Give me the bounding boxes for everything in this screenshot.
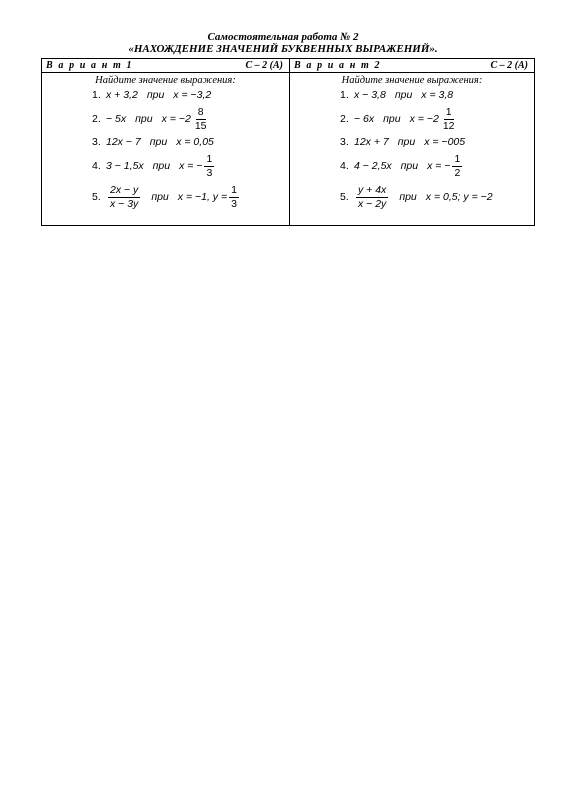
task-item — [340, 152, 464, 180]
variant-2-header — [294, 60, 528, 72]
worksheet-subtitle: «НАХОЖДЕНИЕ ЗНАЧЕНИЙ БУКВЕННЫХ ВЫРАЖЕНИЙ». — [128, 43, 438, 55]
task-number: 2. — [92, 113, 101, 125]
variant-2-column — [290, 59, 534, 225]
task-number: 4. — [92, 160, 101, 172]
task-value: x = −1, y = — [177, 191, 228, 203]
task-value: x = −005 — [424, 136, 466, 148]
task-number: 2. — [340, 113, 349, 125]
variants-table — [41, 58, 535, 226]
task-number: 3. — [92, 136, 101, 148]
task-item — [340, 182, 493, 212]
task-number: 5. — [340, 191, 349, 203]
variant-1-header — [46, 60, 283, 72]
task-pri: при — [146, 89, 165, 101]
task-number: 3. — [340, 136, 349, 148]
variant-1-code: С – 2 (А) — [245, 60, 283, 71]
task-expression: 4 − 2,5x — [354, 160, 392, 172]
fraction: $\frac{1}{12}$ — [442, 105, 455, 132]
task-pri: при — [152, 160, 171, 172]
task-pri: при — [399, 191, 417, 203]
expression-fraction: $\frac{y + 4x}{x - 2y}$ — [358, 183, 387, 210]
worksheet-title: Самостоятельная работа № 2 — [207, 31, 359, 43]
task-value: x = −3,2 — [173, 89, 212, 101]
task-expression: 12x − 7 — [106, 136, 141, 148]
task-value: x = −2 — [409, 113, 439, 125]
variant-2-instruction: Найдите значение выражения: — [341, 75, 483, 86]
task-item — [340, 105, 459, 133]
task-pri: при — [394, 89, 413, 101]
header-divider — [290, 72, 534, 73]
task-item — [92, 152, 216, 180]
task-value: x = 0,5; y = −2 — [425, 191, 493, 203]
task-pri: при — [400, 160, 419, 172]
variant-1-column — [42, 59, 290, 225]
task-value: x = −2 — [161, 113, 191, 125]
header-divider — [42, 72, 289, 73]
task-expression: x + 3,2 — [106, 89, 138, 101]
task-number: 1. — [340, 89, 349, 101]
task-pri: при — [397, 136, 416, 148]
task-number: 4. — [340, 160, 349, 172]
task-value: x = − — [427, 160, 451, 172]
task-expression: − 5x — [106, 113, 127, 125]
task-expression: 12x + 7 — [354, 136, 389, 148]
task-expression: 3 − 1,5x — [106, 160, 144, 172]
task-item — [92, 105, 211, 133]
variant-2-code: С – 2 (А) — [490, 60, 528, 71]
task-item — [340, 89, 453, 101]
task-pri: при — [383, 113, 401, 125]
task-value: x = − — [179, 160, 203, 172]
fraction: $\frac{8}{15}$ — [194, 105, 207, 132]
variant-1-instruction: Найдите значение выражения: — [95, 75, 236, 86]
task-item — [340, 136, 465, 148]
fraction: $\frac{1}{2}$ — [454, 152, 461, 179]
task-pri: при — [151, 191, 169, 203]
variant-1-label: В а р и а н т 1 — [46, 60, 134, 71]
task-item — [92, 89, 211, 101]
expression-fraction: $\frac{2x - y}{x - 3y}$ — [110, 183, 139, 210]
task-item — [92, 136, 214, 148]
task-number: 5. — [92, 191, 101, 203]
fraction: $\frac{1}{3}$ — [231, 183, 237, 210]
task-value: x = 3,8 — [421, 89, 454, 101]
task-number: 1. — [92, 89, 101, 101]
fraction: $\frac{1}{3}$ — [206, 152, 213, 179]
task-pri: при — [135, 113, 153, 125]
task-expression: x − 3,8 — [354, 89, 386, 101]
variant-2-label: В а р и а н т 2 — [294, 60, 382, 71]
task-pri: при — [149, 136, 168, 148]
task-value: x = 0,05 — [176, 136, 214, 148]
task-item — [92, 182, 241, 212]
task-expression: − 6x — [354, 113, 375, 125]
